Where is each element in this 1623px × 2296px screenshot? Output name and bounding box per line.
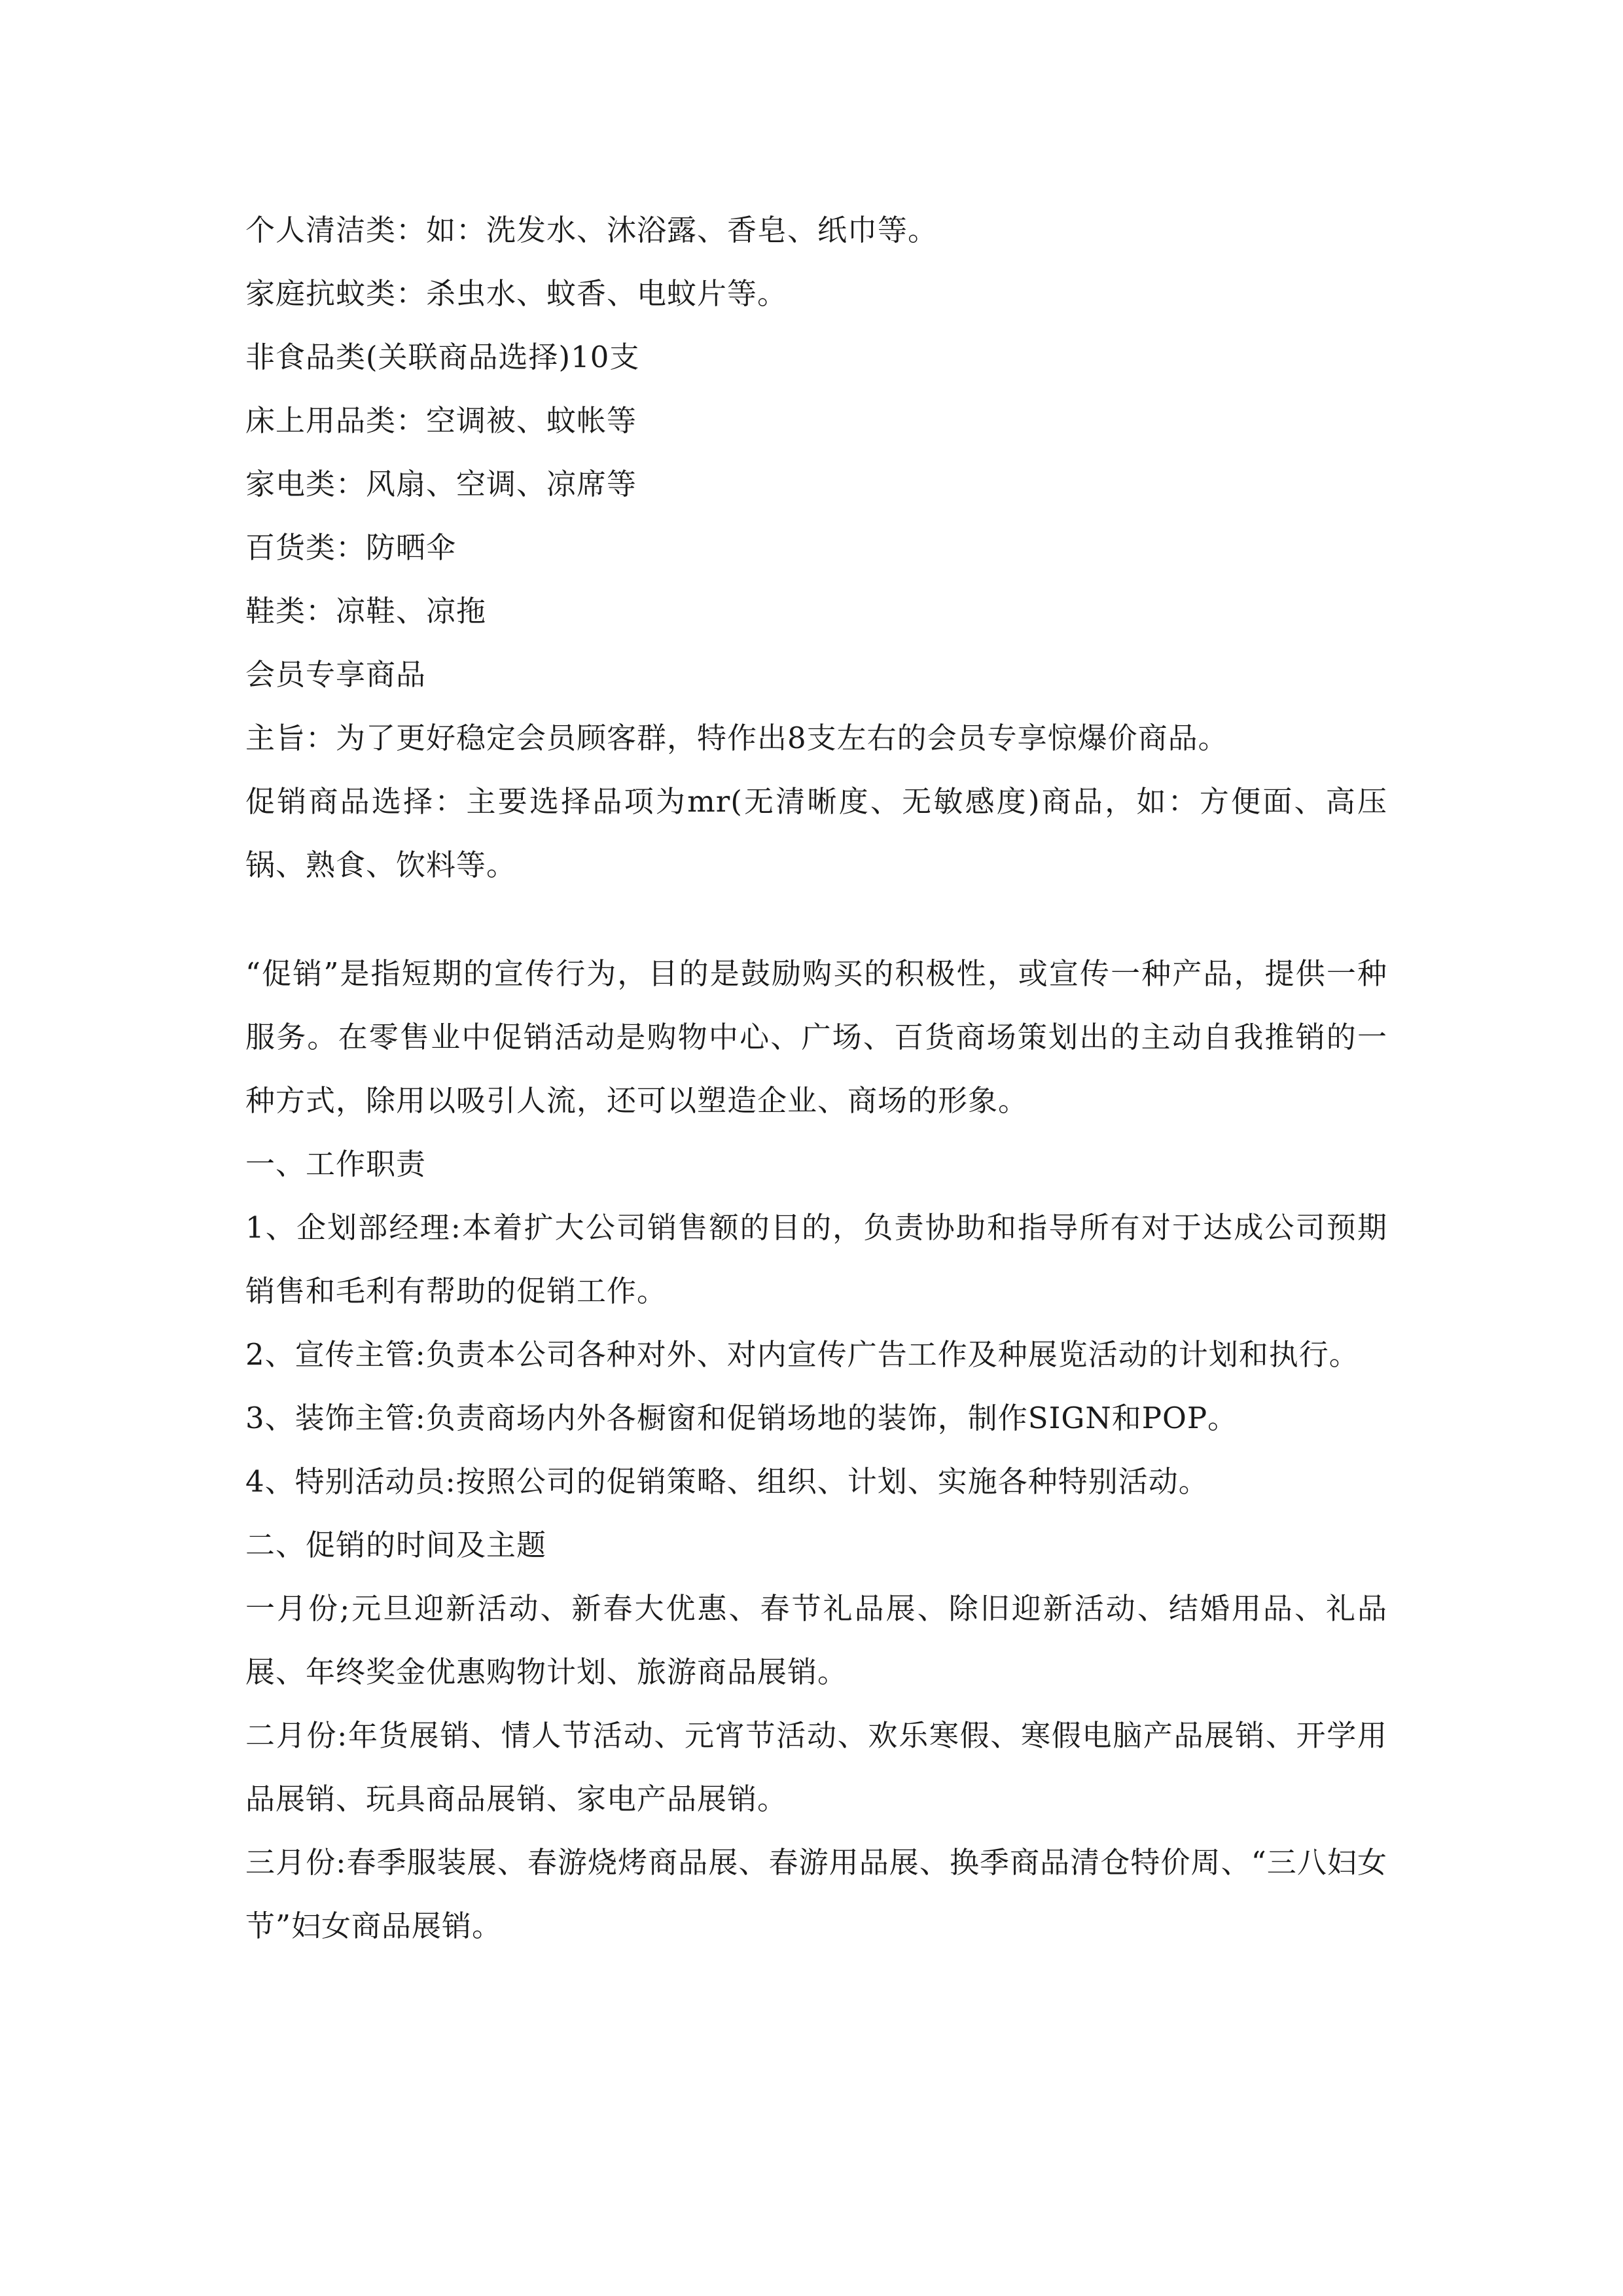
paragraph-non-food: 非食品类(关联商品选择)10支 <box>245 340 640 374</box>
paragraph-promo-selection: 促销商品选择：主要选择品项为mr(无清晰度、无敏感度)商品，如：方便面、高压锅、熟食、饮料等。 <box>245 784 1387 882</box>
heading-job-duties: 一、工作职责 <box>245 1147 427 1181</box>
paragraph-duty-4: 4、特别活动员:按照公司的促销策略、组织、计划、实施各种特别活动。 <box>245 1464 1209 1499</box>
document-body <box>245 198 1387 1958</box>
heading-time-themes: 二、促销的时间及主题 <box>245 1528 547 1562</box>
paragraph-february: 二月份:年货展销、情人节活动、元宵节活动、欢乐寒假、寒假电脑产品展销、开学用品展销、玩具商品展销、家电产品展销。 <box>245 1718 1387 1816</box>
paragraph-shoes: 鞋类：凉鞋、凉拖 <box>245 594 487 628</box>
paragraph-duty-1: 1、企划部经理:本着扩大公司销售额的目的，负责协助和指导所有对于达成公司预期销售和毛利有帮助的促销工作。 <box>245 1210 1387 1308</box>
paragraph-duty-3: 3、装饰主管:负责商场内外各橱窗和促销场地的装饰，制作SIGN和POP。 <box>245 1401 1238 1435</box>
paragraph-general-goods: 百货类：防晒伞 <box>245 530 457 565</box>
paragraph-january: 一月份;元旦迎新活动、新春大优惠、春节礼品展、除旧迎新活动、结婚用品、礼品展、年终奖金优惠购物计划、旅游商品展销。 <box>245 1591 1387 1689</box>
paragraph-march: 三月份:春季服装展、春游烧烤商品展、春游用品展、换季商品清仓特价周、“三八妇女节”妇女商品展销。 <box>245 1845 1387 1943</box>
paragraph-mosquito: 家庭抗蚊类：杀虫水、蚊香、电蚊片等。 <box>245 276 788 311</box>
paragraph-appliances: 家电类：风扇、空调、凉席等 <box>245 467 637 501</box>
paragraph-promotion-definition: “促销”是指短期的宣传行为，目的是鼓励购买的积极性，或宣传一种产品，提供一种服务。在零售业中促销活动是购物中心、广场、百货商场策划出的主动自我推销的一种方式，除用以吸引人流，还可以塑造企业、商场的形象。 <box>245 956 1387 1118</box>
paragraph-bedding: 床上用品类：空调被、蚊帐等 <box>245 403 637 438</box>
paragraph-gap <box>245 897 1387 942</box>
paragraph-personal-cleaning: 个人清洁类：如：洗发水、沐浴露、香皂、纸巾等。 <box>245 213 938 247</box>
paragraph-duty-2: 2、宣传主管:负责本公司各种对外、对内宣传广告工作及种展览活动的计划和执行。 <box>245 1337 1359 1372</box>
paragraph-member-heading: 会员专享商品 <box>245 657 427 692</box>
paragraph-member-purpose: 主旨：为了更好稳定会员顾客群，特作出8支左右的会员专享惊爆价商品。 <box>245 721 1228 755</box>
